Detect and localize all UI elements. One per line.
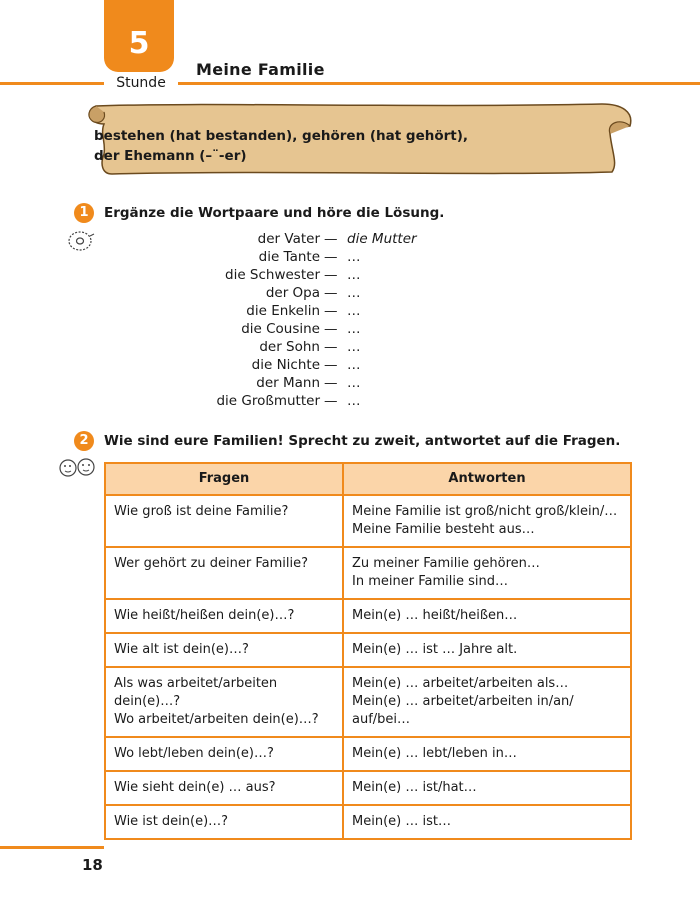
vocab-text — [94, 126, 564, 166]
question-cell — [105, 667, 343, 737]
cd-icon[interactable] — [66, 230, 96, 256]
lesson-label: Stunde — [116, 75, 166, 91]
answer-cell — [343, 771, 631, 805]
pair-left: die Schwester — [225, 267, 320, 283]
table-row — [105, 667, 631, 737]
pair-left: der Opa — [265, 285, 320, 301]
cell-line: Mein(e) … ist… — [352, 814, 451, 829]
pair-dash: — — [324, 303, 338, 319]
questions-table — [104, 462, 632, 840]
cell-line: Wie alt ist dein(e)…? — [114, 642, 249, 657]
question-cell — [105, 547, 343, 599]
pair-right: … — [347, 375, 361, 391]
pair-left: die Enkelin — [246, 303, 320, 319]
cell-line: Mein(e) … lebt/leben in… — [352, 746, 517, 761]
lesson-tab — [104, 0, 174, 72]
cell-line: In meiner Familie sind… — [352, 574, 508, 589]
pair-right: … — [347, 393, 361, 409]
pair-right: … — [347, 267, 361, 283]
word-pair — [150, 248, 550, 266]
word-pair — [150, 266, 550, 284]
table-header-row — [105, 463, 631, 495]
word-pair — [150, 356, 550, 374]
pair-right: … — [347, 303, 361, 319]
pair-left: die Nichte — [251, 357, 320, 373]
vocab-line: der Ehemann (–¨-er) — [94, 148, 247, 164]
exercise-title: Ergänze die Wortpaare und höre die Lösung. — [104, 205, 445, 221]
table-row — [105, 737, 631, 771]
cell-line: Wie ist dein(e)…? — [114, 814, 229, 829]
answer-cell — [343, 547, 631, 599]
cell-line: Mein(e) … arbeitet/arbeiten als… — [352, 676, 569, 691]
table-row — [105, 805, 631, 839]
question-cell — [105, 737, 343, 771]
answer-cell — [343, 737, 631, 771]
page-number: 18 — [82, 856, 103, 874]
pair-right: … — [347, 285, 361, 301]
cell-line: Mein(e) … ist … Jahre alt. — [352, 642, 518, 657]
pair-dash: — — [324, 285, 338, 301]
pair-dash: — — [324, 249, 338, 265]
cell-line: dein(e)…? — [114, 694, 181, 709]
pair-dash: — — [324, 375, 338, 391]
word-pair — [150, 338, 550, 356]
table-row — [105, 547, 631, 599]
exercise-title: Wie sind eure Familien! Sprecht zu zweit, antwortet auf die Fragen. — [104, 433, 621, 449]
answer-cell — [343, 667, 631, 737]
table-row — [105, 771, 631, 805]
pair-right: … — [347, 357, 361, 373]
pair-left: die Tante — [258, 249, 320, 265]
cell-line: Als was arbeitet/arbeiten — [114, 676, 278, 691]
answer-cell — [343, 599, 631, 633]
pair-right: die Mutter — [347, 231, 417, 247]
cell-line: Meine Familie besteht aus… — [352, 522, 535, 537]
lesson-label-box — [110, 74, 172, 94]
question-cell — [105, 633, 343, 667]
word-pair — [150, 320, 550, 338]
pair-talk-icon — [56, 456, 100, 482]
exercise-number-badge: 2 — [74, 431, 94, 451]
table-row — [105, 633, 631, 667]
lesson-number: 5 — [128, 26, 150, 61]
pair-right: … — [347, 321, 361, 337]
cell-line: Meine Familie ist groß/nicht groß/klein/… — [352, 504, 618, 519]
cell-line: Wer gehört zu deiner Familie? — [114, 556, 309, 571]
footer-rule — [0, 846, 104, 849]
page-title: Meine Familie — [196, 60, 325, 79]
header-rule-left — [0, 82, 104, 85]
pair-dash: — — [324, 393, 338, 409]
cell-line: Mein(e) … ist/hat… — [352, 780, 477, 795]
word-pair — [150, 374, 550, 392]
header-rule-right — [178, 82, 700, 85]
cell-line: Wo lebt/leben dein(e)…? — [114, 746, 274, 761]
column-header: Fragen — [105, 463, 343, 495]
pair-left: der Sohn — [259, 339, 320, 355]
column-header: Antworten — [343, 463, 631, 495]
question-cell — [105, 495, 343, 547]
pair-right: … — [347, 339, 361, 355]
pair-right: … — [347, 249, 361, 265]
word-pair — [150, 392, 550, 410]
pair-dash: — — [324, 267, 338, 283]
pair-dash: — — [324, 339, 338, 355]
pair-left: die Cousine — [241, 321, 320, 337]
pair-left: die Großmutter — [216, 393, 320, 409]
cell-line: Wie heißt/heißen dein(e)…? — [114, 608, 295, 623]
cell-line: Wie groß ist deine Familie? — [114, 504, 289, 519]
pair-dash: — — [324, 321, 338, 337]
answer-cell — [343, 805, 631, 839]
question-cell — [105, 771, 343, 805]
table-row — [105, 495, 631, 547]
cell-line: Mein(e) … arbeitet/arbeiten in/an/ — [352, 694, 574, 709]
pair-dash: — — [324, 357, 338, 373]
question-cell — [105, 805, 343, 839]
word-pair — [150, 284, 550, 302]
vocab-line: bestehen (hat bestanden), gehören (hat gehört), — [94, 128, 469, 144]
cell-line: Zu meiner Familie gehören… — [352, 556, 540, 571]
cell-line: Mein(e) … heißt/heißen… — [352, 608, 518, 623]
answer-cell — [343, 495, 631, 547]
table-row — [105, 599, 631, 633]
cell-line: Wie sieht dein(e) … aus? — [114, 780, 276, 795]
answer-cell — [343, 633, 631, 667]
cell-line: Wo arbeitet/arbeiten dein(e)…? — [114, 712, 319, 727]
word-pair — [150, 230, 550, 248]
cell-line: auf/bei… — [352, 712, 411, 727]
exercise-number-badge: 1 — [74, 203, 94, 223]
word-pair — [150, 302, 550, 320]
pair-left: der Mann — [256, 375, 320, 391]
question-cell — [105, 599, 343, 633]
pair-left: der Vater — [257, 231, 320, 247]
pair-dash: — — [324, 231, 338, 247]
